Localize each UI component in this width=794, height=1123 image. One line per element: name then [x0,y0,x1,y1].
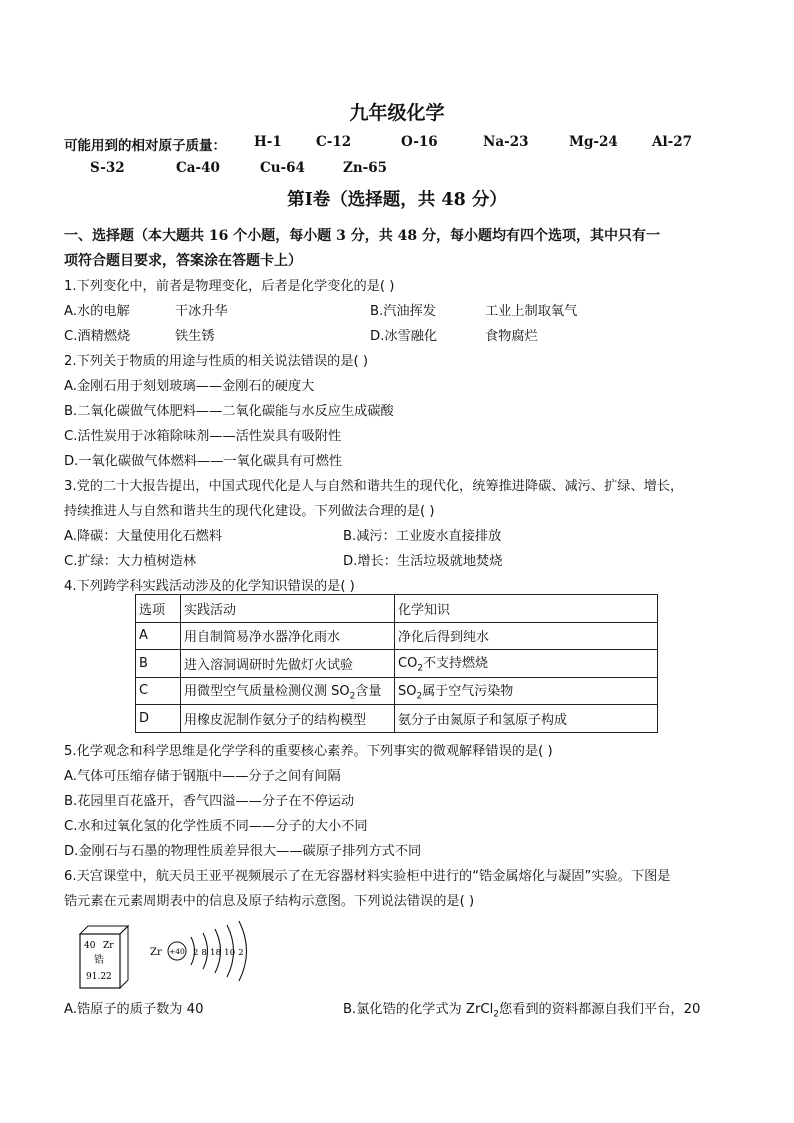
table-cell-knowledge: 氨分子由氮原子和氢原子构成 [395,705,658,733]
question-6-option-b [343,998,700,1020]
question-5-option-c: C.水和过氧化氢的化学性质不同——分子的大小不同 [64,819,368,834]
formula-subscript: 2 [493,1009,499,1020]
element-cell-number: 40 [84,941,96,951]
question-1-option-d-2: 食物腐烂 [485,329,538,344]
table-cell-activity [181,677,395,705]
formula-subscript: 2 [416,691,423,702]
formula-subscript: 2 [417,664,424,675]
section-heading-line1: 一、选择题（本大题共 16 个小题，每小题 3 分，共 48 分，每小题均有四个选项，其中只有一 [64,228,660,244]
question-5-option-b: B.花园里百花盛开，香气四溢——分子在不停运动 [64,794,355,809]
question-5-stem: 5.化学观念和科学思维是化学学科的重要核心素养。下列事实的微观解释错误的是( ) [64,744,553,759]
question-5-option-a: A.气体可压缩存储于钢瓶中——分子之间有间隔 [64,769,341,784]
electron-shell-numbers: 2 8 18 10 2 [193,948,244,958]
table-cell-option: B [136,650,181,678]
table-cell-knowledge [395,650,658,678]
table-row [136,705,658,733]
page-title: 九年级化学 [349,102,445,124]
element-cell-mass: 91.22 [86,972,112,982]
question-2-option-b: B.二氧化碳做气体肥料——二氧化碳能与水反应生成碳酸 [64,404,394,419]
question-2-stem: 2.下列关于物质的用途与性质的相关说法错误的是( ) [64,354,368,369]
table-header-cell: 化学知识 [395,595,658,623]
question-1-option-c-2: 铁生锈 [175,329,215,344]
volume-title: 第Ⅰ卷（选择题，共 48 分） [287,190,507,210]
table-cell-knowledge [395,677,658,705]
table-row [136,650,658,678]
table-cell-activity: 用橡皮泥制作氨分子的结构模型 [181,705,395,733]
table-cell-option: D [136,705,181,733]
question-2-option-c: C.活性炭用于冰箱除味剂——活性炭具有吸附性 [64,429,342,444]
question-1-option-a: A.水的电解 [64,304,130,319]
table-header-cell: 实践活动 [181,595,395,623]
question-1-option-d: D.冰雪融化 [370,329,438,344]
table-header-cell: 选项 [136,595,181,623]
mass-item: Mg-24 [569,134,618,150]
question-2-option-d: D.一氧化碳做气体燃料——一氧化碳具有可燃性 [64,454,343,469]
table-row [136,622,658,650]
formula-subscript: 2 [349,691,356,702]
table-cell-knowledge: 净化后得到纯水 [395,622,658,650]
question-1-stem: 1.下列变化中，前者是物理变化，后者是化学变化的是( ) [64,279,395,294]
question-1-option-c: C.酒精燃烧 [64,329,131,344]
question-3-option-b: B.减污：工业废水直接排放 [343,529,502,544]
table-cell-option: C [136,677,181,705]
question-6-option-a: A.锆原子的质子数为 40 [64,1002,204,1017]
nucleus-charge: +40 [169,947,185,956]
atom-symbol: Zr [150,947,162,958]
question-3-option-d: D.增长：生活垃圾就地焚烧 [343,554,503,569]
question-1-option-b: B.汽油挥发 [370,304,436,319]
table-row [136,677,658,705]
table-header-row [136,595,658,623]
question-3-option-a: A.降碳：大量使用化石燃料 [64,529,223,544]
zirconium-figure [70,912,270,990]
question-5-option-d: D.金刚石与石墨的物理性质差异很大——碳原子排列方式不同 [64,844,422,859]
question-3-option-c: C.扩绿：大力植树造林 [64,554,197,569]
mass-item: Na-23 [483,134,529,150]
option-b-text: B.氯化锆的化学式为 ZrCl [343,1002,494,1017]
mass-item: O-16 [401,134,438,150]
option-b-rest: 您看到的资料都源自我们平台，20 [499,1002,701,1017]
question-4-table [135,594,658,733]
question-6-stem-line2: 锆元素在元素周期表中的信息及原子结构示意图。下列说法错误的是( ) [64,894,475,909]
element-cell-name: 锆 [94,955,104,966]
formula-text: CO [398,656,418,672]
question-1-option-a-2: 干冰升华 [175,304,228,319]
table-cell-activity: 用自制简易净水器净化雨水 [181,622,395,650]
formula-rest: 不支持燃烧 [423,656,489,672]
formula-text: 用微型空气质量检测仪测 SO [184,683,350,699]
formula-rest: 含量 [355,683,382,699]
question-2-option-a: A.金刚石用于刻划玻璃——金刚石的硬度大 [64,379,315,394]
question-6-stem-line1: 6.天宫课堂中，航天员王亚平视频展示了在无容器材料实验柜中进行的“锆金属熔化与凝固”实验。下图是 [64,869,671,884]
section-heading-line2: 项符合题目要求，答案涂在答题卡上） [64,253,302,269]
table-cell-option: A [136,622,181,650]
mass-item: H-1 [254,134,282,150]
question-3-stem-line1: 3.党的二十大报告提出，中国式现代化是人与自然和谐共生的现代化，统筹推进降碳、减污、扩绿、增长， [64,479,684,494]
mass-item: Al-27 [652,134,692,150]
question-3-stem-line2: 持续推进人与自然和谐共生的现代化建设。下列做法合理的是( ) [64,504,435,519]
mass-item: Cu-64 [260,160,305,176]
mass-item: S-32 [90,160,125,176]
element-cell-symbol: Zr [103,941,114,951]
table-cell-activity: 进入溶洞调研时先做灯火试验 [181,650,395,678]
question-4-stem: 4.下列跨学科实践活动涉及的化学知识错误的是( ) [64,579,355,594]
formula-text: SO [398,683,417,699]
atomic-mass-label: 可能用到的相对原子质量： [64,138,226,154]
formula-rest: 属于空气污染物 [422,683,514,699]
mass-item: Ca-40 [176,160,220,176]
question-1-option-b-2: 工业上制取氧气 [485,304,578,319]
mass-item: C-12 [316,134,352,150]
mass-item: Zn-65 [343,160,388,176]
